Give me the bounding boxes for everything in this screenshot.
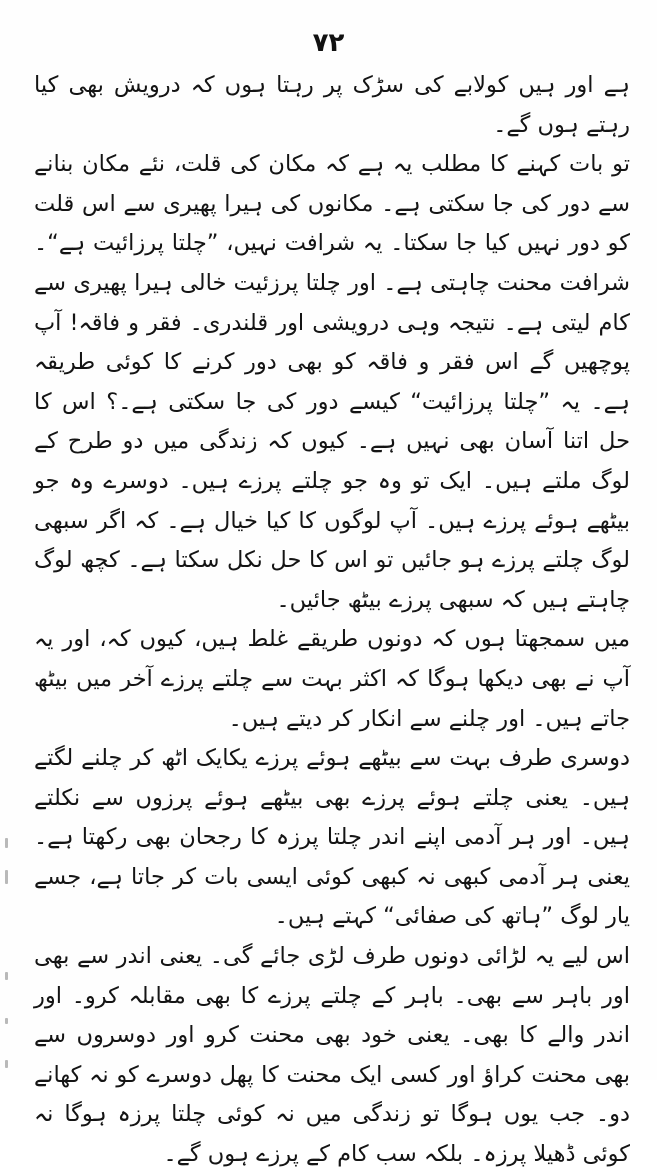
paragraph: تو بات کہنے کا مطلب یہ ہے کہ مکان کی قلت، نئے مکان بنانے سے دور کی جا سکتی ہے۔ مکانوں کی ہیرا پھیری سے اس قلت کو دور نہیں کیا جا سکتا۔ یہ شرافت نہیں، ”چلتا پرزائیت ہے“۔ شرافت محنت چاہتی ہے۔ اور چلتا پرزئیت خالی ہیرا پھیری سے کام لیتی ہے۔ نتیجہ وہی درویشی اور قلندری۔ فقر و فاقہ! آپ پوچھیں گے اس فقر و فاقہ کو بھی دور کرنے کا کوئی طریقہ ہے۔ یہ ”چلتا پرزائیت“ کیسے دور کی جا سکتی ہے۔؟ اس کا حل اتنا آسان بھی نہیں ہے۔ کیوں کہ زندگی میں دو طرح کے لوگ ملتے ہیں۔ ایک تو وہ جو چلتے پرزے ہیں۔ دوسرے وہ جو بیٹھے ہوئے پرزے ہیں۔ آپ لوگوں کا کیا خیال ہے۔ کہ اگر سبھی لوگ چلتے پرزے ہو جائیں تو اس کا حل نکل سکتا ہے۔ کچھ لوگ چاہتے ہیں کہ سبھی پرزے بیٹھ جائیں۔ [34,151,630,613]
page-number: ۷۲ [312,28,345,58]
paragraph: دوسری طرف بہت سے بیٹھے ہوئے پرزے یکایک اٹھ کر چلنے لگتے ہیں۔ یعنی چلتے ہوئے پرزے بھی بیٹھے ہوئے پرزوں سے نکلتے ہیں۔ اور ہر آدمی اپنے اندر چلتا پرزہ کا رجحان بھی رکھتا ہے۔ یعنی ہر آدمی کبھی نہ کبھی کوئی ایسی بات کر جاتا ہے، جسے یار لوگ ”ہاتھ کی صفائی“ کہتے ہیں۔ [34,745,630,930]
paragraph: ہے اور ہیں کولابے کی سڑک پر رہتا ہوں کہ درویش بھی کیا رہتے ہوں گے۔ [34,72,630,138]
page-body [34,66,630,1175]
paragraph: میں سمجھتا ہوں کہ دونوں طریقے غلط ہیں، کیوں کہ، اور یہ آپ نے بھی دیکھا ہوگا کہ اکثر بہت سے چلتے پرزے آخر میں بیٹھ جاتے ہیں۔ اور چلنے سے انکار کر دیتے ہیں۔ [34,626,630,732]
paragraph: اس لیے یہ لڑائی دونوں طرف لڑی جائے گی۔ یعنی اندر سے بھی اور باہر سے بھی۔ باہر کے چلتے پرزے کا بھی مقابلہ کرو۔ اور اندر والے کا بھی۔ یعنی خود بھی محنت کرو اور دوسروں سے بھی محنت کراؤ اور کسی ایک محنت کا پھل دوسرے کو نہ کھانے دو۔ جب یوں ہوگا تو زندگی میں نہ کوئی چلتا پرزہ ہوگا نہ کوئی ڈھیلا پرزہ۔ بلکہ سب کام کے پرزے ہوں گے۔ [34,943,630,1168]
binding-edge [2,0,12,1080]
